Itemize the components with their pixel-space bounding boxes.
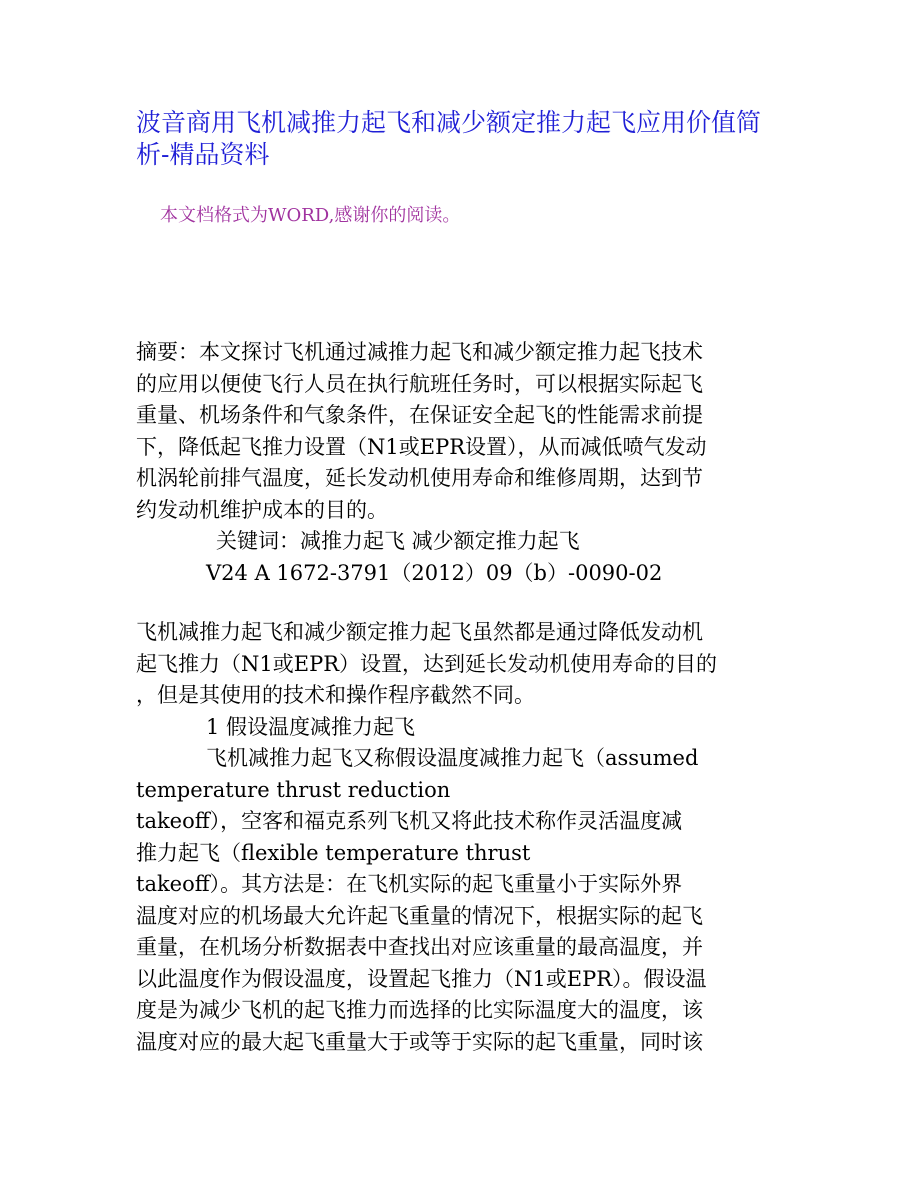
section-line: 飞机减推力起飞又称假设温度减推力起飞（assumed: [206, 746, 699, 770]
section-line: temperature thrust reduction: [136, 777, 451, 802]
abstract-line: 的应用以便使飞行人员在执行航班任务时，可以根据实际起飞: [136, 371, 703, 396]
title-line: 波音商用飞机减推力起飞和减少额定推力起飞应用价值简: [136, 108, 762, 137]
keywords-line: 关键词：减推力起飞 减少额定推力起飞: [216, 529, 580, 553]
abstract-line: 下，降低起飞推力设置（N1或EPR设置），从而减低喷气发动: [136, 434, 707, 459]
section-line: takeoff），空客和福克系列飞机又将此技术称作灵活温度减: [136, 809, 683, 833]
abstract-line: 机涡轮前排气温度，延长发动机使用寿命和维修周期，达到节: [136, 466, 703, 490]
document-title: [136, 104, 796, 167]
section-line: 度是为减少飞机的起飞推力而选择的比实际温度大的温度，该: [136, 998, 703, 1022]
section-line: takeoff）。其方法是：在飞机实际的起飞重量小于实际外界: [136, 872, 683, 896]
section-line: 温度对应的最大起飞重量大于或等于实际的起飞重量，同时该: [136, 1029, 703, 1054]
abstract-line: 重量、机场条件和气象条件，在保证安全起飞的性能需求前提: [136, 403, 703, 427]
abstract-line: 约发动机维护成本的目的。: [136, 497, 388, 522]
intro-paragraph: [136, 617, 796, 1058]
intro-line: 起飞推力（N1或EPR）设置，达到延长发动机使用寿命的目的: [136, 651, 718, 676]
title-line: 析-精品资料: [136, 139, 270, 169]
section-line: 重量，在机场分析数据表中查找出对应该重量的最高温度，并: [136, 935, 703, 959]
section-line: 推力起飞（flexible temperature thrust: [136, 840, 531, 865]
abstract-paragraph: [136, 337, 796, 589]
classification-line: V24 A 1672-3791（2012）09（b）-0090-02: [206, 560, 663, 585]
section-line: 以此温度作为假设温度，设置起飞推力（N1或EPR）。假设温: [136, 966, 707, 991]
section-heading: 1 假设温度减推力起飞: [206, 714, 416, 739]
abstract-line: 摘要：本文探讨飞机通过减推力起飞和减少额定推力起飞技术: [136, 340, 703, 364]
section-line: 温度对应的机场最大允许起飞重量的情况下，根据实际的起飞: [136, 903, 703, 928]
format-notice: 本文档格式为WORD,感谢你的阅读。: [160, 205, 461, 226]
intro-line: ，但是其使用的技术和操作程序截然不同。: [136, 683, 535, 707]
intro-line: 飞机减推力起飞和减少额定推力起飞虽然都是通过降低发动机: [136, 620, 703, 644]
